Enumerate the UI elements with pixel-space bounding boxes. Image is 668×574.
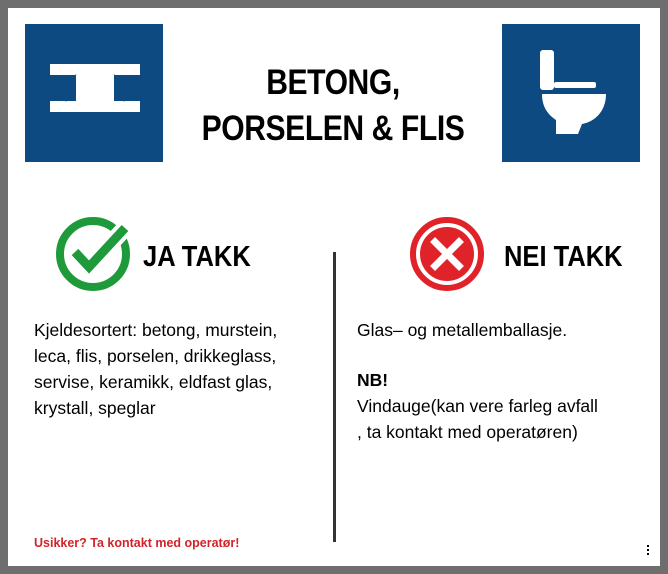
operator-warning: Usikker? Ta kontakt med operatør!: [34, 536, 240, 550]
nb-label: NB!: [357, 370, 389, 390]
accepted-heading: JA TAKK: [143, 241, 251, 273]
rejected-note-line: Vindauge(kan vere farleg avfall: [357, 396, 598, 416]
rejected-intro: Glas– og metallemballasje.: [357, 320, 568, 340]
accepted-line: leca, flis, porselen, drikkeglass,: [34, 346, 277, 366]
green-check-circle-icon: [53, 214, 133, 299]
toilet-icon: [502, 24, 640, 162]
accepted-line: Kjeldesortert: betong, murstein,: [34, 320, 278, 340]
concrete-beam-icon: [25, 24, 163, 162]
rejected-note-line: , ta kontakt med operatøren): [357, 422, 578, 442]
accepted-line: servise, keramikk, eldfast glas,: [34, 372, 273, 392]
corner-dots: [647, 545, 650, 557]
sign-panel: [8, 8, 660, 566]
accepted-line: krystall, speglar: [34, 398, 156, 418]
red-x-circle-icon: [407, 214, 487, 299]
rejected-list: [357, 317, 598, 445]
page-title: [191, 60, 475, 152]
accepted-list: [34, 317, 277, 421]
rejected-heading: NEI TAKK: [504, 241, 623, 273]
title-line-2: PORSELEN & FLIS: [201, 109, 465, 148]
title-line-1: BETONG,: [266, 63, 400, 102]
column-divider: [333, 252, 336, 542]
